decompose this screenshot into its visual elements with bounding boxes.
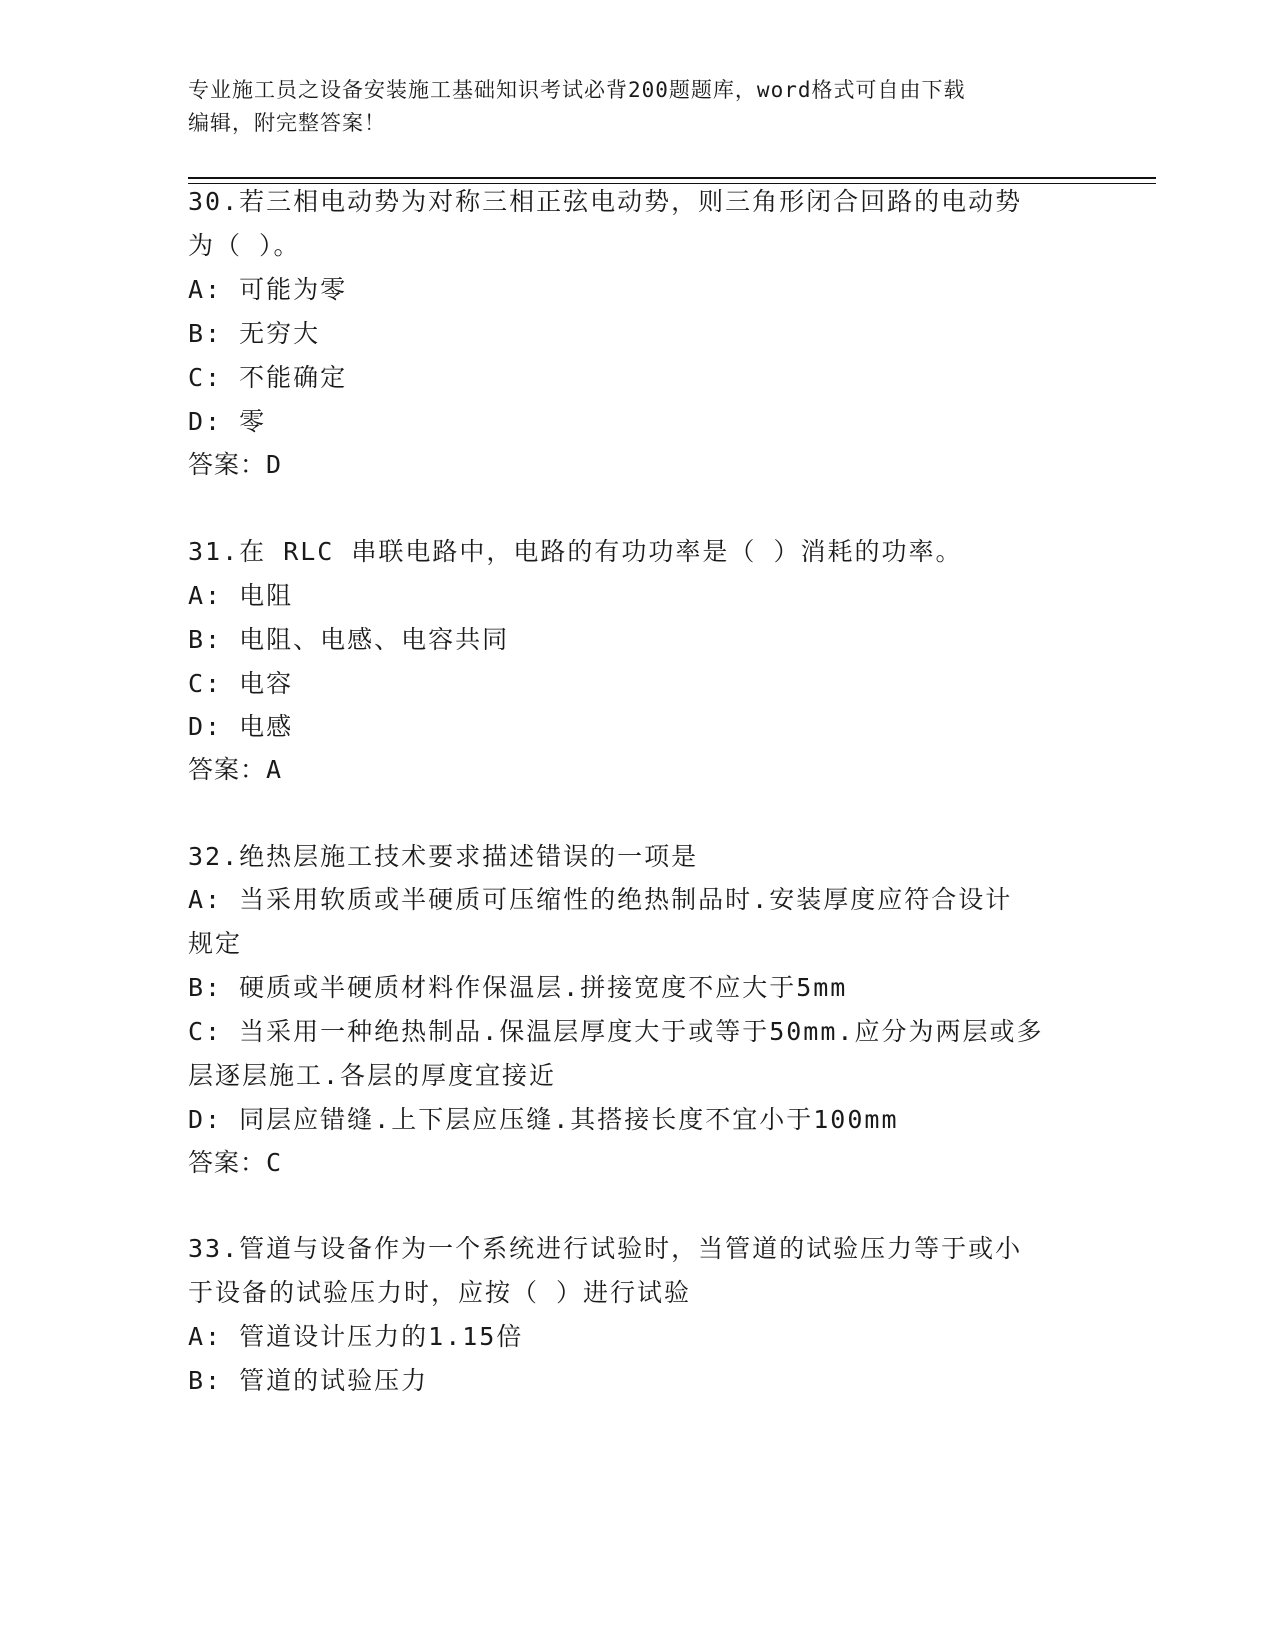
question-30-option-c: C: 不能确定 [188,363,348,392]
question-32-option-d: D: 同层应错缝.上下层应压缝.其搭接长度不宜小于100mm [188,1105,899,1134]
header-line-2: 编辑，附完整答案！ [188,111,386,135]
question-31-option-d: D: 电感 [188,712,294,741]
question-31-option-b: B: 电阻、电感、电容共同 [188,625,510,654]
question-30-answer: 答案：D [188,450,283,479]
question-33-stem-line-1: 33.管道与设备作为一个系统进行试验时，当管道的试验压力等于或小 [188,1234,1023,1263]
question-30-option-d: D: 零 [188,407,267,436]
question-31-answer: 答案：A [188,755,283,784]
document-header [188,74,1088,140]
question-31-option-a: A: 电阻 [188,581,294,610]
question-33-stem-line-2: 于设备的试验压力时，应按（ ）进行试验 [188,1278,692,1307]
question-31-option-c: C: 电容 [188,669,294,698]
question-30-option-b: B: 无穷大 [188,319,321,348]
question-32-option-b: B: 硬质或半硬质材料作保温层.拼接宽度不应大于5mm [188,973,848,1002]
question-32-option-a-line-1: A: 当采用软质或半硬质可压缩性的绝热制品时.安装厚度应符合设计 [188,885,1013,914]
question-33-option-b: B: 管道的试验压力 [188,1366,429,1395]
question-30-stem-line-2: 为（ ）。 [188,231,301,260]
header-line-1: 专业施工员之设备安装施工基础知识考试必背200题题库，word格式可自由下载 [188,78,966,102]
question-31-stem-line-1: 31.在 RLC 串联电路中，电路的有功功率是（ ）消耗的功率。 [188,537,963,566]
question-30-option-a: A: 可能为零 [188,275,348,304]
header-divider-thick [188,177,1156,179]
question-32-answer: 答案：C [188,1148,283,1177]
question-33-option-a: A: 管道设计压力的1.15倍 [188,1322,524,1351]
question-32-option-c-line-1: C: 当采用一种绝热制品.保温层厚度大于或等于50mm.应分为两层或多 [188,1017,1044,1046]
question-32-stem-line-1: 32.绝热层施工技术要求描述错误的一项是 [188,842,699,871]
question-32-option-a-line-2: 规定 [188,929,243,958]
question-32-option-c-line-2: 层逐层施工.各层的厚度宜接近 [188,1061,557,1090]
question-30-stem-line-1: 30.若三相电动势为对称三相正弦电动势，则三角形闭合回路的电动势 [188,187,1023,216]
